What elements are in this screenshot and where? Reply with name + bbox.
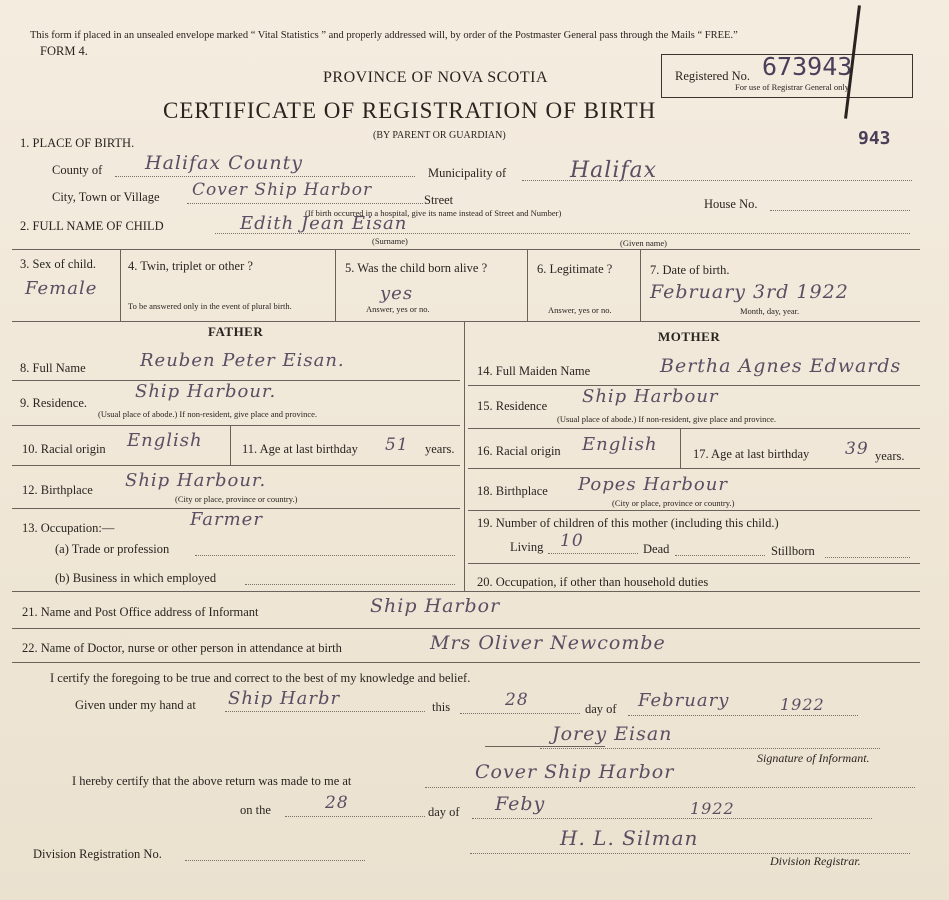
father-name-value: Reuben Peter Eisan.: [140, 350, 345, 371]
father-birthplace-note: (City or place, province or country.): [175, 494, 298, 504]
rule-father-residence: [12, 425, 460, 426]
mother-residence-label: 15. Residence: [477, 399, 548, 413]
informant-signature: Jorey Eisan: [552, 723, 673, 745]
father-heading: FATHER: [208, 324, 264, 339]
this-label: this: [432, 700, 451, 714]
divider-16-17: [680, 428, 681, 468]
father-age-years: years.: [425, 442, 455, 456]
mother-residence-value: Ship Harbour: [582, 386, 719, 407]
living-label: Living: [510, 540, 544, 554]
mother-residence-note: (Usual place of abode.) If non-resident, give place and province.: [557, 414, 777, 424]
rule-mother-residence: [468, 428, 920, 429]
division-registration-label: Division Registration No.: [33, 847, 162, 861]
mother-name-label: 14. Full Maiden Name: [477, 364, 591, 378]
alive-label: 5. Was the child born alive ?: [345, 261, 488, 275]
registrar-signature: H. L. Silman: [560, 826, 699, 850]
house-line: [770, 210, 910, 211]
mother-birthplace-value: Popes Harbour: [578, 474, 728, 495]
return-year-value: 1922: [690, 799, 735, 818]
sex-label: 3. Sex of child.: [20, 257, 97, 271]
form-number: FORM 4.: [40, 44, 88, 58]
informant-value: Ship Harbor: [370, 595, 501, 617]
on-the-label: on the: [240, 803, 271, 817]
given-place-value: Ship Harbr: [228, 688, 341, 709]
return-month-line: [472, 818, 872, 819]
informant-signature-label: Signature of Informant.: [757, 751, 870, 765]
divider-3-4: [120, 249, 121, 321]
city-line: [187, 203, 423, 204]
divider-6-7: [640, 249, 641, 321]
mother-racial-value: English: [582, 434, 658, 455]
return-place-line: [425, 787, 915, 788]
doctor-label: 22. Name of Doctor, nurse or other person in attendance at birth: [22, 641, 342, 655]
child-name-label: 2. FULL NAME OF CHILD: [20, 219, 164, 233]
father-residence-value: Ship Harbour.: [135, 381, 277, 402]
given-month-value: February: [638, 690, 730, 711]
surname-note: (Surname): [372, 236, 408, 246]
father-racial-label: 10. Racial origin: [22, 442, 106, 456]
day-of-label: day of: [585, 702, 617, 716]
return-month-value: Feby: [495, 793, 546, 815]
mother-racial-label: 16. Racial origin: [477, 444, 561, 458]
province-heading: PROVINCE OF NOVA SCOTIA: [323, 69, 549, 86]
parents-divider: [464, 321, 465, 591]
father-occupation-value: Farmer: [190, 509, 263, 530]
street-label: Street: [424, 193, 454, 207]
registrar-note: For use of Registrar General only.: [735, 82, 851, 92]
certify-statement: I certify the foregoing to be true and correct to the best of my knowledge and belief.: [50, 671, 471, 685]
mother-age-value: 39: [845, 439, 869, 459]
mother-age-years: years.: [875, 449, 905, 463]
mother-birthplace-note: (City or place, province or country.): [612, 498, 735, 508]
living-value: 10: [560, 531, 584, 551]
stillborn-line: [825, 557, 910, 558]
father-trade-label: (a) Trade or profession: [55, 542, 170, 556]
division-registrar-label: Division Registrar.: [770, 854, 861, 868]
certificate-title: CERTIFICATE OF REGISTRATION OF BIRTH: [163, 98, 657, 123]
return-day-of-label: day of: [428, 805, 460, 819]
informant-sig-rule: [485, 746, 605, 747]
father-birthplace-value: Ship Harbour.: [125, 470, 267, 491]
month-line: [628, 715, 858, 716]
city-label: City, Town or Village: [52, 190, 160, 204]
living-line: [548, 553, 638, 554]
dob-label: 7. Date of birth.: [650, 263, 730, 277]
city-value: Cover Ship Harbor: [192, 180, 373, 200]
twin-note: To be answered only in the event of plural birth.: [128, 301, 292, 311]
return-day-value: 28: [325, 793, 349, 813]
mother-name-value: Bertha Agnes Edwards: [660, 355, 902, 377]
rule-informant-top: [12, 591, 920, 592]
registered-number: 673943: [762, 52, 853, 81]
divider-5-6: [527, 249, 528, 321]
county-value: Halifax County: [145, 152, 303, 174]
rule-mother-racial: [468, 468, 920, 469]
divider-4-5: [335, 249, 336, 321]
given-label: Given under my hand at: [75, 698, 196, 712]
postal-notice: This form if placed in an unsealed envelope marked “ Vital Statistics ” and properly addressed will, by order of the Postmaster General pass through the Mails “ FREE.”: [30, 30, 738, 41]
informant-label: 21. Name and Post Office address of Informant: [22, 605, 259, 619]
child-name-value: Edith Jean Eisan: [240, 213, 408, 234]
twin-label: 4. Twin, triplet or other ?: [128, 259, 253, 273]
father-birthplace-label: 12. Birthplace: [22, 483, 93, 497]
doctor-value: Mrs Oliver Newcombe: [430, 632, 666, 654]
sex-value: Female: [25, 278, 98, 299]
trade-line: [195, 555, 455, 556]
given-year-value: 1922: [780, 695, 825, 714]
return-statement: I hereby certify that the above return was made to me at: [72, 774, 352, 788]
registered-label: Registered No.: [675, 69, 750, 83]
father-age-label: 11. Age at last birthday: [242, 442, 358, 456]
place-heading: 1. PLACE OF BIRTH.: [20, 136, 135, 150]
county-label: County of: [52, 163, 103, 177]
corner-number: 943: [858, 128, 891, 149]
rule-doctor: [12, 662, 920, 663]
dead-line: [675, 555, 765, 556]
father-name-label: 8. Full Name: [20, 361, 86, 375]
dob-value: February 3rd 1922: [650, 281, 849, 303]
father-residence-label: 9. Residence.: [20, 396, 87, 410]
rule-mother-birthplace: [468, 510, 920, 511]
county-line: [115, 176, 415, 177]
alive-note: Answer, yes or no.: [366, 304, 430, 314]
certificate-subtitle: (BY PARENT OR GUARDIAN): [373, 130, 506, 141]
rule-father-racial: [12, 465, 460, 466]
father-occupation-label: 13. Occupation:—: [22, 521, 115, 535]
return-day-line: [285, 816, 425, 817]
father-age-value: 51: [385, 435, 409, 455]
divider-10-11: [230, 425, 231, 465]
given-day-value: 28: [505, 690, 529, 710]
mother-age-label: 17. Age at last birthday: [693, 447, 810, 461]
municipality-label: Municipality of: [428, 166, 507, 180]
rule-informant: [12, 628, 920, 629]
mother-birthplace-label: 18. Birthplace: [477, 484, 548, 498]
father-residence-note: (Usual place of abode.) If non-resident, give place and province.: [98, 409, 318, 419]
alive-value: yes: [380, 283, 414, 304]
hospital-note: (If birth occurred in a hospital, give its name instead of Street and Number): [305, 208, 562, 218]
house-label: House No.: [704, 197, 758, 211]
legitimate-label: 6. Legitimate ?: [537, 262, 613, 276]
municipality-value: Halifax: [570, 158, 658, 183]
rule-mother-children: [468, 563, 920, 564]
given-place-line: [225, 711, 425, 712]
informant-sig-line: [540, 748, 880, 749]
stillborn-label: Stillborn: [771, 544, 815, 558]
father-business-label: (b) Business in which employed: [55, 571, 217, 585]
division-registration-line: [185, 860, 365, 861]
rule-top-row: [12, 249, 920, 250]
children-count-label: 19. Number of children of this mother (including this child.): [477, 516, 779, 530]
given-name-note: (Given name): [620, 238, 667, 248]
father-racial-value: English: [127, 430, 203, 451]
return-place-value: Cover Ship Harbor: [475, 761, 675, 783]
day-line: [460, 713, 580, 714]
rule-bottom-row: [12, 321, 920, 322]
mother-occupation-label: 20. Occupation, if other than household duties: [477, 575, 709, 589]
business-line: [245, 584, 455, 585]
dead-label: Dead: [643, 542, 670, 556]
legitimate-note: Answer, yes or no.: [548, 305, 612, 315]
mother-heading: MOTHER: [658, 329, 721, 344]
dob-note: Month, day, year.: [740, 306, 800, 316]
